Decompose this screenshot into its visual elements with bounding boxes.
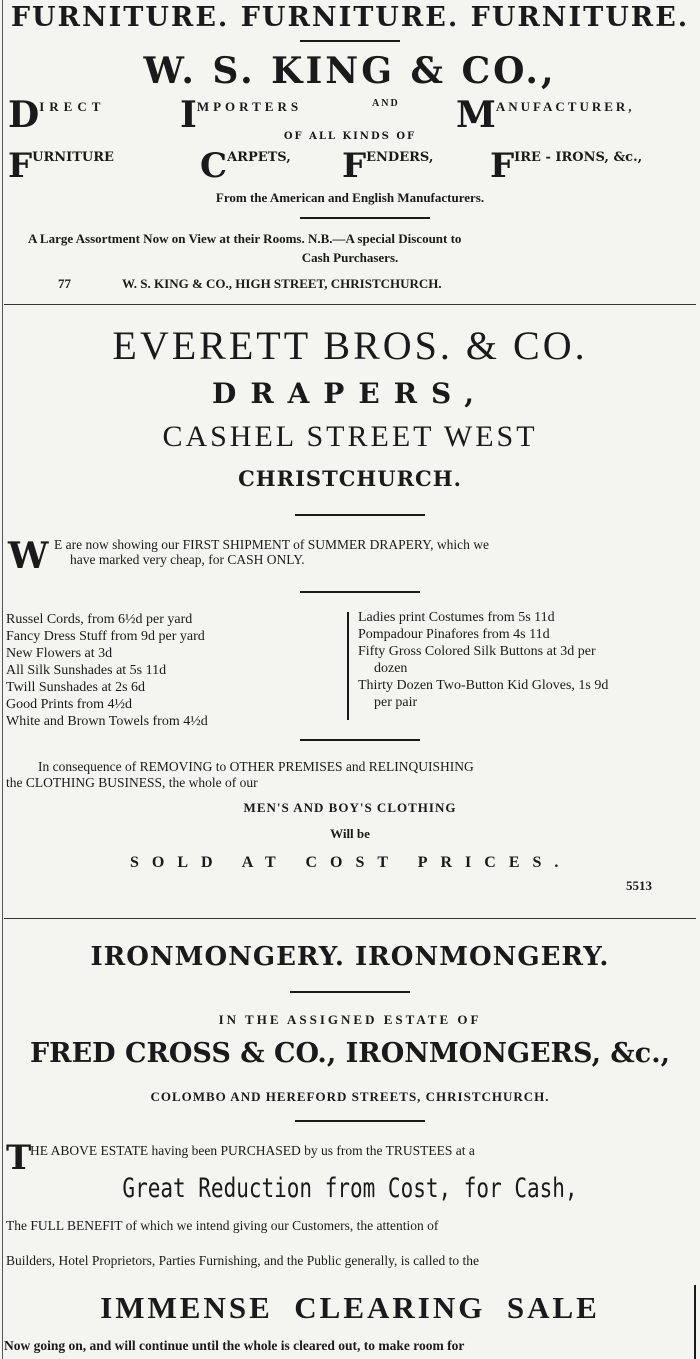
short-rule bbox=[290, 991, 410, 993]
short-rule bbox=[300, 739, 420, 741]
builders-line: Builders, Hotel Proprietors, Parties Furnishing, and the Public generally, is called to the bbox=[6, 1253, 480, 1268]
intro-line-2: have marked very cheap, for CASH ONLY. bbox=[70, 552, 305, 567]
word-arpets: ARPETS, bbox=[227, 150, 291, 165]
will-be: Will be bbox=[330, 826, 370, 841]
word-enders: ENDERS, bbox=[366, 150, 434, 165]
dropcap-f3: F bbox=[490, 146, 515, 186]
right-price-list bbox=[358, 609, 608, 711]
fire-irons-word bbox=[490, 146, 642, 186]
carpets-word bbox=[200, 146, 291, 186]
list-item: Thirty Dozen Two-Button Kid Gloves, 1s 9d bbox=[358, 678, 609, 693]
importers-line bbox=[8, 94, 105, 136]
intro-line-1: E are now showing our FIRST SHIPMENT of SUMMER DRAPERY, which we bbox=[54, 537, 490, 552]
list-item: Fifty Gross Colored Silk Buttons at 3d per bbox=[358, 644, 596, 659]
dropcap-m: M bbox=[456, 94, 496, 136]
assortment-line: A Large Assortment Now on View at their Rooms. N.B.—A special Discount to bbox=[28, 231, 462, 246]
word-ire-irons: IRE - IRONS, &c., bbox=[514, 150, 643, 165]
king-address: W. S. KING & CO., HIGH STREET, CHRISTCHURCH. bbox=[122, 276, 442, 291]
short-rule bbox=[295, 514, 425, 516]
short-rule bbox=[300, 217, 430, 219]
now-going-line: Now going on, and will continue until the whole is cleared out, to make room for bbox=[4, 1338, 465, 1353]
ironmongery-headline: IRONMONGERY. IRONMONGERY. bbox=[90, 942, 610, 972]
list-item: White and Brown Towels from 4½d bbox=[6, 714, 208, 729]
mens-clothing: MEN'S AND BOY'S CLOTHING bbox=[243, 800, 457, 815]
king-company-name: W. S. KING & CO., bbox=[143, 50, 557, 92]
word-irect: IRECT bbox=[39, 99, 106, 114]
section-divider bbox=[4, 918, 696, 919]
word-anufacturer: ANUFACTURER, bbox=[495, 99, 635, 114]
removing-line-2: the CLOTHING BUSINESS, the whole of our bbox=[6, 775, 258, 790]
furniture-word bbox=[8, 146, 114, 186]
cashel-street: CASHEL STREET WEST bbox=[162, 420, 538, 453]
list-item: All Silk Sunshades at 5s 11d bbox=[6, 663, 167, 678]
dropcap-w: W bbox=[8, 535, 49, 577]
sold-at-cost: SOLD AT COST PRICES. bbox=[130, 854, 572, 871]
left-price-list bbox=[6, 611, 208, 730]
from-manufacturers: From the American and English Manufacturers. bbox=[215, 190, 485, 205]
dropcap-d: D bbox=[8, 94, 40, 136]
list-item: Good Prints from 4½d bbox=[6, 697, 132, 712]
dropcap-t: T bbox=[6, 1138, 32, 1178]
everett-title: EVERETT BROS. & CO. bbox=[112, 323, 588, 368]
importers-word bbox=[180, 94, 302, 136]
dropcap-c: C bbox=[200, 146, 228, 186]
section-divider bbox=[4, 304, 696, 305]
colombo-streets: COLOMBO AND HEREFORD STREETS, CHRISTCHURCH. bbox=[150, 1089, 550, 1104]
list-item: New Flowers at 3d bbox=[6, 646, 113, 661]
short-rule bbox=[295, 1120, 425, 1122]
list-item: Russel Cords, from 6½d per yard bbox=[6, 612, 193, 627]
dropcap-f2: F bbox=[342, 146, 367, 186]
fred-cross-heading: FRED CROSS & CO., IRONMONGERS, &c., bbox=[29, 1038, 671, 1069]
ad-code: 5513 bbox=[626, 878, 652, 893]
word-mporters: MPORTERS bbox=[196, 99, 303, 114]
above-estate-line: HE ABOVE ESTATE having been PURCHASED by us from the TRUSTEES at a bbox=[30, 1143, 475, 1158]
dropcap-f: F bbox=[8, 146, 33, 186]
short-rule bbox=[300, 40, 400, 42]
list-item: Ladies print Costumes from 5s 11d bbox=[358, 610, 555, 625]
word-urniture: URNITURE bbox=[32, 150, 114, 165]
list-item: dozen bbox=[374, 661, 408, 676]
ad-number: 77 bbox=[58, 276, 71, 291]
of-all-kinds: OF ALL KINDS OF bbox=[283, 131, 417, 142]
edge-bar bbox=[694, 1285, 696, 1359]
furniture-headline: FURNITURE. FURNITURE. FURNITURE. bbox=[10, 2, 690, 33]
list-item: per pair bbox=[374, 695, 418, 710]
list-item: Pompadour Pinafores from 4s 11d bbox=[358, 627, 550, 642]
great-reduction: Great Reduction from Cost, for Cash, bbox=[122, 1173, 578, 1203]
list-item: Twill Sunshades at 2s 6d bbox=[6, 680, 146, 695]
column-separator bbox=[347, 612, 349, 720]
list-item: Fancy Dress Stuff from 9d per yard bbox=[6, 629, 205, 644]
dropcap-i: I bbox=[180, 94, 197, 136]
drapers-heading: DRAPERS, bbox=[212, 377, 488, 410]
removing-line-1: In consequence of REMOVING to OTHER PREMISES and RELINQUISHING bbox=[38, 759, 474, 774]
christchurch-heading: CHRISTCHURCH. bbox=[238, 466, 462, 491]
benefit-line: The FULL BENEFIT of which we intend giving our Customers, the attention of bbox=[6, 1218, 439, 1233]
immense-clearing-sale: IMMENSE CLEARING SALE bbox=[100, 1290, 600, 1325]
manufacturer-word bbox=[456, 94, 635, 136]
short-rule bbox=[300, 591, 420, 593]
fenders-word bbox=[342, 146, 433, 186]
word-and: AND bbox=[372, 98, 400, 109]
cash-purchasers: Cash Purchasers. bbox=[301, 250, 399, 265]
assigned-estate: IN THE ASSIGNED ESTATE OF bbox=[218, 1012, 482, 1027]
